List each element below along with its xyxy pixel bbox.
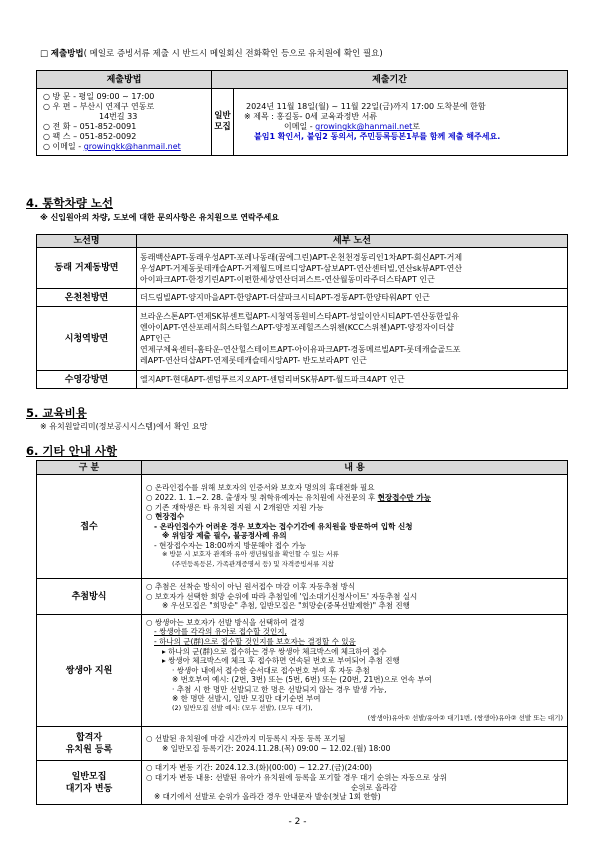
- section-5-title: 5. 교육비용: [26, 406, 87, 420]
- submission-table: [36, 70, 568, 156]
- info-table: [36, 460, 568, 805]
- submission-header-method: 제출방법: [37, 71, 212, 89]
- email-link[interactable]: growingkk@hanmail.net: [83, 142, 181, 151]
- routes-table: [36, 234, 568, 389]
- section-5-note: ※ 유치원알리미(정보공시시스템)에서 확인 요망: [40, 422, 208, 431]
- section-4-title: 4. 통학차량 노선: [26, 196, 114, 210]
- table-row: 동래 거제동방면 동래백산APT-동래우성APT-포레나동래(꿈에그린)APT-온천천경동리인1차APT-회신APT-거제 우성APT-거제동롯데캐슬APT-거제월드메르디앙APT-삼보APT-연산센터빌,연산sk뷰APT-연산 아이파크APT-한정기린APT-이편한세상연산더퍼스트-연산월동미라주더스타APT 인근: [37, 248, 568, 289]
- table-row: 합격자 유치원 등록 ○ 선발된 유치원에 마감 시간까지 미등록시 자동 등록 포기됨 ※ 일반모집 등록기간: 2024.11.28.(목) 09:00 ~ 12.02.(월) 18:00: [37, 727, 568, 761]
- table-row: 일반모집 대기자 변동 ○ 대기자 변동 기간: 2024.12.3.(화)(00:00) ~ 12.27.(금)(24:00) ○ 대기자 변동 내용: 선발된 유아가 유치원에 등록을 포기할 경우 대기 순위는 자동으로 상위 순위로 올라감 ※ 대기에서 선발로 순위가 올라간 경우 안내문자 발송(첫날 1회 한함): [37, 761, 568, 805]
- routes-header-detail: 세부 노선: [137, 235, 568, 248]
- section-4-note: ※ 신입원아의 차량, 도보에 대한 문의사항은 유치원으로 연락주세요: [40, 213, 279, 222]
- info-header-category: 구 분: [37, 461, 142, 475]
- info-header-content: 내 용: [142, 461, 568, 475]
- submit-method-line: [40, 47, 383, 59]
- table-row: 쌍생아 지원 ○ 쌍생아는 보호자가 선발 방식을 선택하여 결정 - 쌍생아를 각각의 유아로 접수할 것인지, - 하나의 군(群)으로 접수할 것인지를 보호자는 결정할 수 있음 ▸ 하나의 군(群)으로 접수하는 경우 쌍생아 체크박스에 체크하여 접수 ▸ 쌍생아 체크박스에 체크 후 접수하면 연속된 번호로 부여되어 추첨 진행 · 쌍생아 내에서 접수한 순서대로 접수번호 부여 후 자동 추첨 ※ 번호부여 예시: (2번, 3번) 또는 (5번, 6번) 또는 (20번, 21번)으로 연속 부여 · 추첨 시 한 명만 선발되고 한 명은 선발되지 않는 경우 발생 가능, ※ 한 명만 선발시, 일반 모집만 대기순번 부여 (2) 일반모집 선발 예시: (모두 선발), (모두 대기), (쌍생아)유아① 선발/유아② 대기1번, (쌍생아)유아② 선발 또는 대기): [37, 615, 568, 727]
- submit-method-text: ( 메일로 증빙서류 제출 시 반드시 메일회신 전화확인 등으로 유치원에 확인 필요): [83, 49, 383, 59]
- table-row: 수영강방면 엘지APT-현대APT-센텀푸르지오APT-센텀리버SK뷰APT-월드파크4APT 인근: [37, 371, 568, 389]
- section-6-title: 6. 기타 안내 사항: [26, 444, 118, 458]
- checkbox-icon: □: [40, 49, 49, 59]
- table-row: 접수 ○ 온라인접수를 위해 보호자의 인증서와 보호자 명의의 휴대전화 필요 ○ 2022. 1. 1.~2. 28. 출생자 및 취학유예자는 유치원에 사전문의 후 현장접수만 가능 ○ 기존 재학생은 타 유치원 지원 시 2개원만 지원 가능 ○ 현장접수 - 온라인접수가 어려운 경우 보호자는 접수기간에 유치원을 방문하여 입학 신청 ※ 위임장 제출 필수, 불공정사례 유의 - 현장접수자는 18:00까지 방문해야 접수 가능 ※ 방문 시 보호자 관계와 유아 생년월일을 확인할 수 있는 서류 (주민등록등본, 가족관계증명서 등) 및 자격증빙서류 지참: [37, 475, 568, 579]
- table-row: 시청역방면 브라운스톤APT-연제SK뷰센트럴APT-시청역동원비스타APT-성일이안시티APT-연산동한일유 엔아이APT-연산포레서희스타힐스APT-양정포레힐즈스위첸(KCC스위첸)APT-양정자이더샵 APT인근 연제구체육센터-홈타운-연산힐스테이트APT-아이유파크APT-경동메르빌APT-롯데캐슬골드포 레APT-연산더샵APT-연제롯데캐슬데시앙APT- 반도보라APT 인근: [37, 307, 568, 371]
- table-row: 온천천방면 더드림빌APT-양지마을APT-한양APT-더샾파크시티APT-경동APT-한양타워APT 인근: [37, 289, 568, 307]
- submission-header-period: 제출기간: [212, 71, 568, 89]
- table-row: 추첨방식 ○ 추첨은 선착순 방식이 아닌 원서접수 마감 이후 자동추첨 방식 ○ 보호자가 선택한 희망 순위에 따라 추첨일에 '입소대기신청사이트' 자동추첨 실시 ※ 우선모집은 "희망순" 추첨, 일반모집은 "희망순(중복선발제한)" 추첨 진행: [37, 579, 568, 615]
- required-docs-note: 붙임1 확인서, 붙임2 동의서, 주민등록등본1부를 함께 제출 해주세요.: [254, 132, 501, 141]
- email-link-2[interactable]: growingkk@hanmail.net: [315, 122, 413, 131]
- general-recruit-label: 일반 모집: [212, 89, 234, 156]
- page-number: - 2 -: [288, 817, 307, 827]
- submission-period: 2024년 11월 18일(월) ~ 11월 22일(금)까지 17:00 도착분에 한함 ※ 제목 : 홍길동- 0세 교육과정반 서류 이메일 - growingkk@hanmail.net로 붙임1 확인서, 붙임2 동의서, 주민등록등본1부를 함께 제출 해주세요.: [234, 89, 568, 156]
- submission-ways: ○ 방 문 - 평일 09:00 ~ 17:00 ○ 우 편 – 부산시 연제구 연동로 14번길 33 ○ 전 화 – 051-852-0091 ○ 팩 스 – 051-852-0092 ○ 이메일 - growingkk@hanmail.net: [37, 89, 212, 156]
- submit-method-label: 제출방법: [50, 49, 84, 59]
- routes-header-name: 노선명: [37, 235, 137, 248]
